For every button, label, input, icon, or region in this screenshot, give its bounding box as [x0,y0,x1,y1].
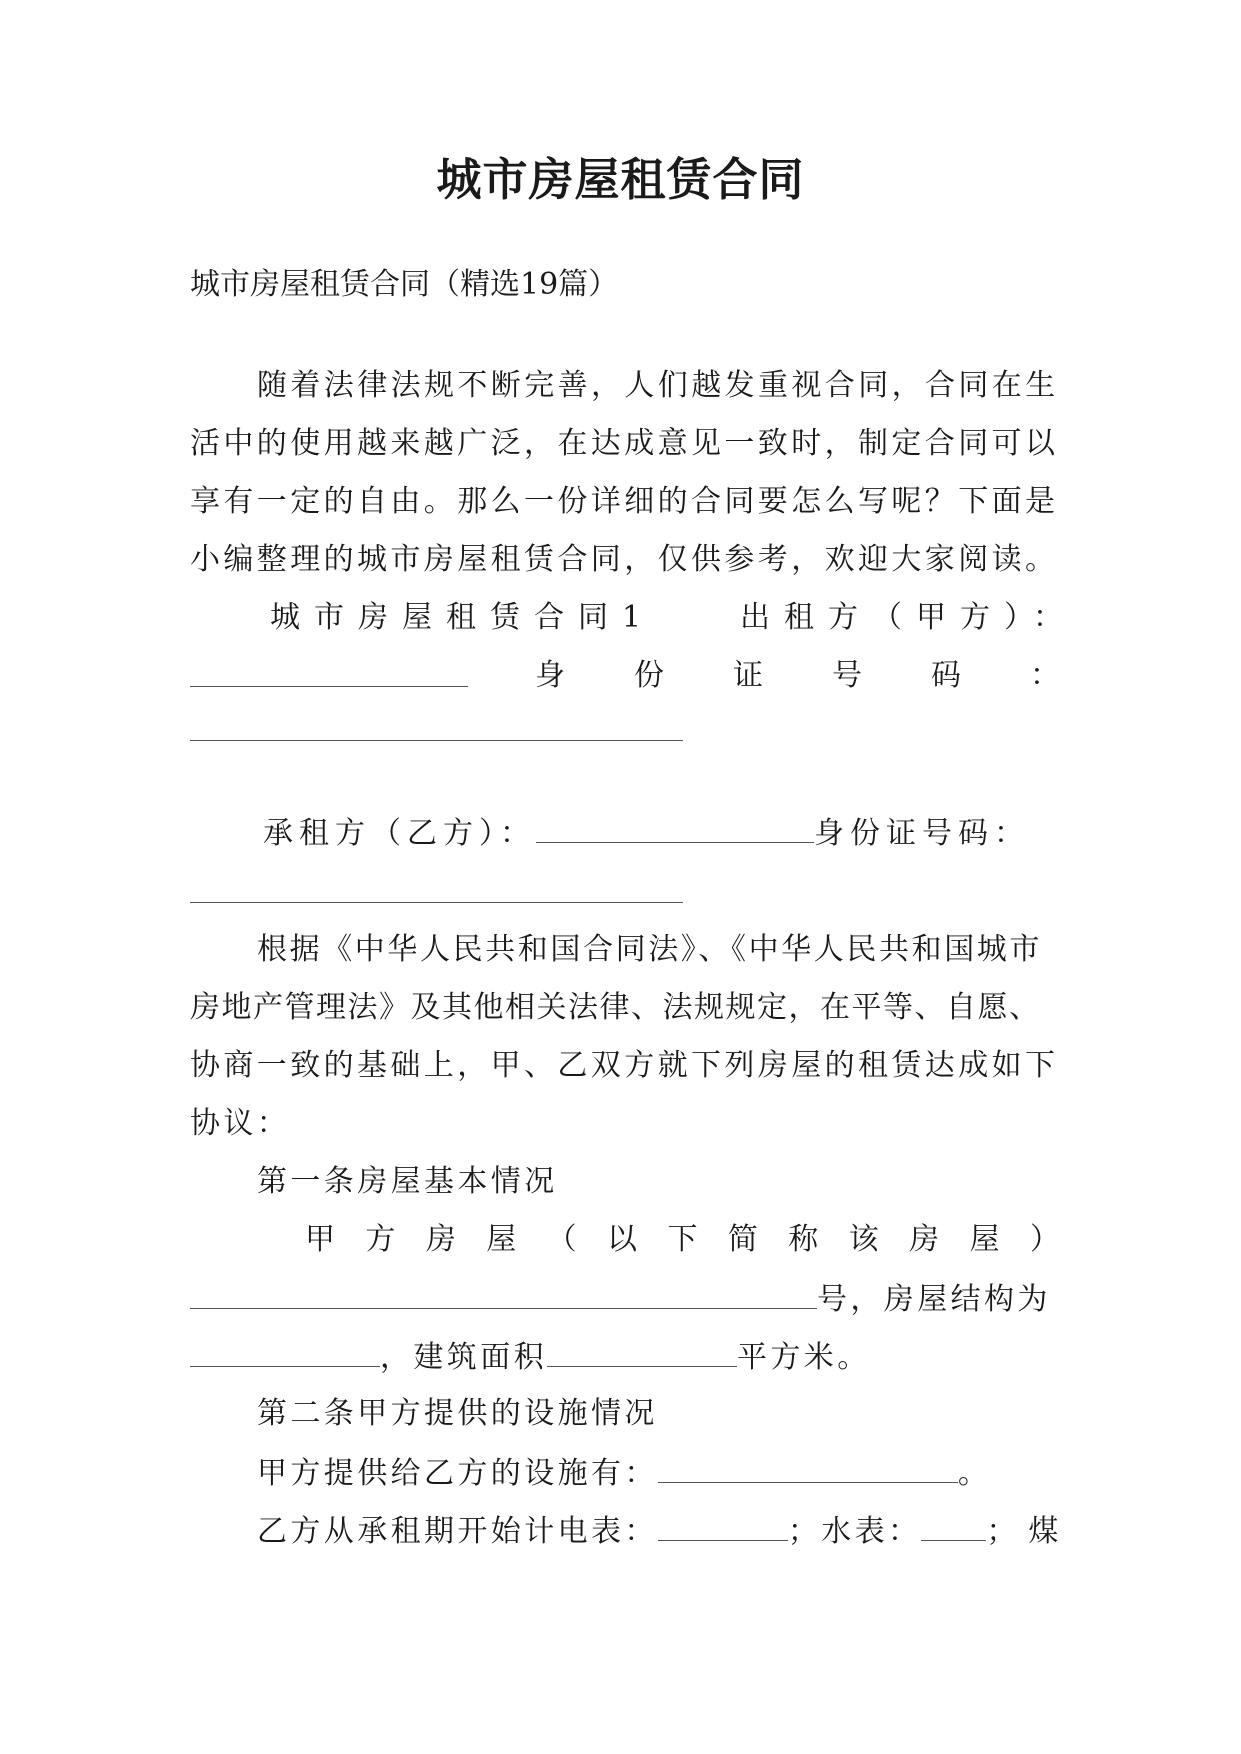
intro-line-4: 小编整理的城市房屋租赁合同，仅供参考，欢迎大家阅读。 [190,542,1059,577]
electric-meter-blank[interactable] [658,1510,788,1541]
house-label-char: 以 [607,1222,638,1257]
basis-line-1: 根据《中华人民共和国合同法》、《中华人民共和国城市 [257,932,1042,967]
house-label-char: ） [1029,1222,1060,1257]
document-subtitle: 城市房屋租赁合同（精选19篇） [190,267,619,302]
id-label-char: ： [1030,658,1060,693]
water-label: ；水表： [787,1514,922,1549]
area-unit: 平方米。 [737,1340,871,1375]
house-label-char: （ [546,1222,577,1257]
lessee-label: 承租方（乙方）： [263,816,536,851]
house-label-char: 房 [909,1222,940,1257]
lessee-name-blank[interactable] [536,812,814,843]
lessor-id-label [535,656,1060,696]
house-label-char: 称 [788,1222,819,1257]
contract1-header-line [270,598,1077,638]
article1-area-line [190,1336,1060,1376]
basis-line-3: 协商一致的基础上，甲、乙双方就下列房屋的租赁达成如下 [190,1048,1059,1083]
meter-line [257,1510,1071,1550]
house-label-char: 简 [727,1222,758,1257]
lessor-label: 出租方（甲方）： [740,600,1077,635]
id-label-char: 证 [733,658,763,693]
facilities-blank[interactable] [658,1452,958,1483]
structure-blank[interactable] [190,1336,380,1367]
lessor-id-blank[interactable] [190,710,683,741]
lessor-id-blank-line [190,754,1060,794]
intro-line-2: 活中的使用越来越广泛，在达成意见一致时，制定合同可以 [190,426,1059,461]
water-meter-blank[interactable] [921,1510,986,1541]
article1-house-label [305,1220,1060,1260]
lessee-id-label: 身份证号码： [814,816,1030,851]
lessee-line [263,812,1060,852]
id-label-char: 份 [634,658,664,693]
lessee-id-blank[interactable] [190,872,683,903]
lessor-id-line [190,656,1060,696]
intro-line-3: 享有一定的自由。那么一份详细的合同要怎么写呢？下面是 [190,484,1059,519]
article1-number-line [190,1278,1060,1318]
number-suffix: 号，房屋结构为 [817,1282,1051,1317]
area-blank[interactable] [547,1336,737,1367]
id-label-char: 身 [535,658,565,693]
area-label: ，建筑面积 [380,1340,547,1375]
lessee-id-blank-line [190,870,1060,910]
intro-line-1: 随着法律法规不断完善，人们越发重视合同，合同在生 [257,368,1059,403]
article1-heading: 第一条房屋基本情况 [257,1164,558,1199]
basis-line-2: 房地产管理法》及其他相关法律、法规规定，在平等、自愿、 [190,990,1041,1025]
lessor-name-blank[interactable] [190,656,468,687]
id-label-char: 号 [832,658,862,693]
house-label-char: 屋 [969,1222,1000,1257]
house-label-char: 甲 [305,1222,335,1257]
basis-line-4: 协议： [190,1106,291,1141]
house-label-char: 屋 [486,1222,517,1257]
facilities-label: 甲方提供给乙方的设施有： [257,1456,658,1491]
id-label-char: 码 [931,658,961,693]
meter-label: 乙方从承租期开始计电表： [257,1514,658,1549]
facilities-end: 。 [957,1456,988,1491]
house-label-char: 方 [365,1222,396,1257]
article2-heading: 第二条甲方提供的设施情况 [257,1396,658,1431]
gas-label: ；煤 [986,1514,1071,1549]
house-label-char: 房 [425,1222,456,1257]
house-label-char: 该 [848,1222,879,1257]
house-label-char: 下 [667,1222,698,1257]
facilities-line [257,1452,1060,1492]
contract1-heading: 城市房屋租赁合同1 [270,600,656,635]
house-address-blank[interactable] [190,1278,817,1309]
document-title: 城市房屋租赁合同 [436,153,805,206]
